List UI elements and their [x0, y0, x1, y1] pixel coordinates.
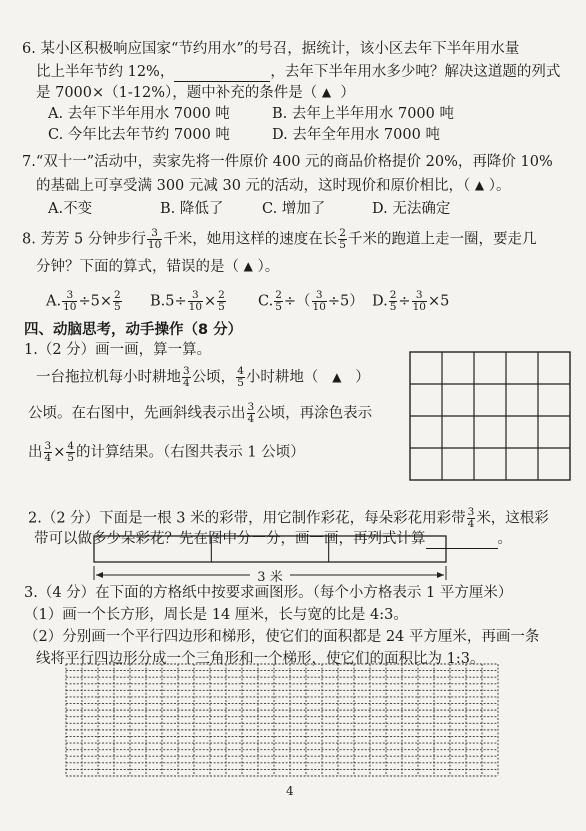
p1-line2: 公顷。在右图中，先画斜线表示出 $\frac{3}{4}$ 公顷，再涂色表示	[28, 401, 373, 425]
drawing-grid-small[interactable]	[410, 352, 570, 480]
q6-option-c[interactable]: C. 今年比去年节约 7000 吨	[48, 127, 230, 143]
p1-line1: 一台拖拉机每小时耕地 $\frac{3}{4}$ 公顷， $\frac{4}{5}$ 小时耕地（ ▲ ）	[36, 365, 370, 389]
p3-head: 3.（4 分）在下面的方格纸中按要求画图形。（每个小方格表示 1 平方厘米）	[24, 585, 513, 601]
ribbon-length-label: 3 米	[257, 570, 283, 585]
p3-item2a: （2）分别画一个平行四边形和梯形，使它们的面积都是 24 平方厘米，再画一条	[24, 629, 540, 645]
q7-option-c[interactable]: C. 增加了	[262, 201, 326, 217]
arrow-left-icon	[96, 572, 103, 578]
q8-option-c[interactable]: C. $\frac{2}{5}$ ÷（ $\frac{3}{10}$ ÷5）	[258, 289, 364, 313]
q6-line2: 比上半年节约 12%， ，去年下半年用水多少吨？解决这道题的列式	[36, 64, 561, 80]
q7-line2: 的基础上可享受满 300 元减 30 元的活动，这时现价和原价相比，（ ▲ ）。	[36, 178, 511, 194]
q7-line1: 7.“双十一”活动中，卖家先将一件原价 400 元的商品价格提价 20%，再降价 10%	[22, 154, 553, 170]
q6-line1: 6. 某小区积极响应国家“节约用水”的号召，据统计，该小区去年下半年用水量	[22, 41, 520, 57]
ribbon-diagram[interactable]	[94, 534, 446, 586]
q6-answer-blank[interactable]	[174, 63, 270, 82]
q8-line2: 分钟？下面的算式，错误的是（ ▲ ）。	[36, 259, 280, 275]
q8-line1: 8. 芳芳 5 分钟步行 $\frac{3}{10}$ 千米，她用这样的速度在长 $\frac{2}{5}$ 千米的跑道上走一圈，要走几	[22, 227, 537, 251]
q7-option-a[interactable]: A.不变	[48, 201, 93, 217]
page-number: 4	[286, 784, 294, 798]
triangle-marker-icon: ▲	[474, 178, 485, 192]
p2-line2: 带可以做多少朵彩花？先在图中分一分，画一画，再列式计算 。	[34, 531, 512, 547]
ribbon-bar	[94, 536, 446, 562]
section-4-title: 四、动脑思考，动手操作（8 分）	[24, 322, 243, 338]
q6-option-b[interactable]: B. 去年上半年用水 7000 吨	[272, 106, 454, 122]
p3-item1: （1）画一个长方形，周长是 14 厘米，长与宽的比是 4:3。	[24, 607, 408, 623]
triangle-marker-icon: ▲	[332, 369, 342, 384]
q7-option-b[interactable]: B. 降低了	[160, 201, 224, 217]
q6-line3: 是 7000×（1-12%），题中补充的条件是（ ▲ ）	[36, 85, 355, 101]
p3-item2b: 线将平行四边形分成一个三角形和一个梯形，使它们的面积比为 1:3。	[36, 651, 485, 667]
drawing-grid-large[interactable]	[66, 664, 498, 776]
q8-option-b[interactable]: B.5÷ $\frac{3}{10}$ × $\frac{2}{5}$	[150, 289, 225, 313]
arrow-right-icon	[437, 572, 444, 578]
fraction-3-10: $\frac{3}{10}$	[147, 227, 162, 251]
q7-option-d[interactable]: D. 无法确定	[372, 201, 451, 217]
q6-option-d[interactable]: D. 去年全年用水 7000 吨	[272, 127, 440, 143]
q6-option-a[interactable]: A. 去年下半年用水 7000 吨	[48, 106, 230, 122]
p1-line3: 出 $\frac{3}{4}$ × $\frac{4}{5}$ 的计算结果。（右图共表示 1 公顷）	[28, 440, 305, 464]
q8-option-a[interactable]: A. $\frac{3}{10}$ ÷5× $\frac{2}{5}$	[46, 289, 121, 313]
p1-head: 1.（2 分）画一画，算一算。	[24, 342, 212, 358]
triangle-marker-icon: ▲	[321, 85, 332, 99]
q8-option-d[interactable]: D. $\frac{2}{5}$ ÷ $\frac{3}{10}$ ×5	[372, 289, 450, 313]
fraction-2-5: $\frac{2}{5}$	[339, 227, 346, 251]
p2-line1: 2.（2 分）下面是一根 3 米的彩带，用它制作彩花，每朵彩花用彩带 $\frac{3}{4}$ 米，这根彩	[28, 506, 549, 530]
triangle-marker-icon: ▲	[243, 259, 253, 273]
